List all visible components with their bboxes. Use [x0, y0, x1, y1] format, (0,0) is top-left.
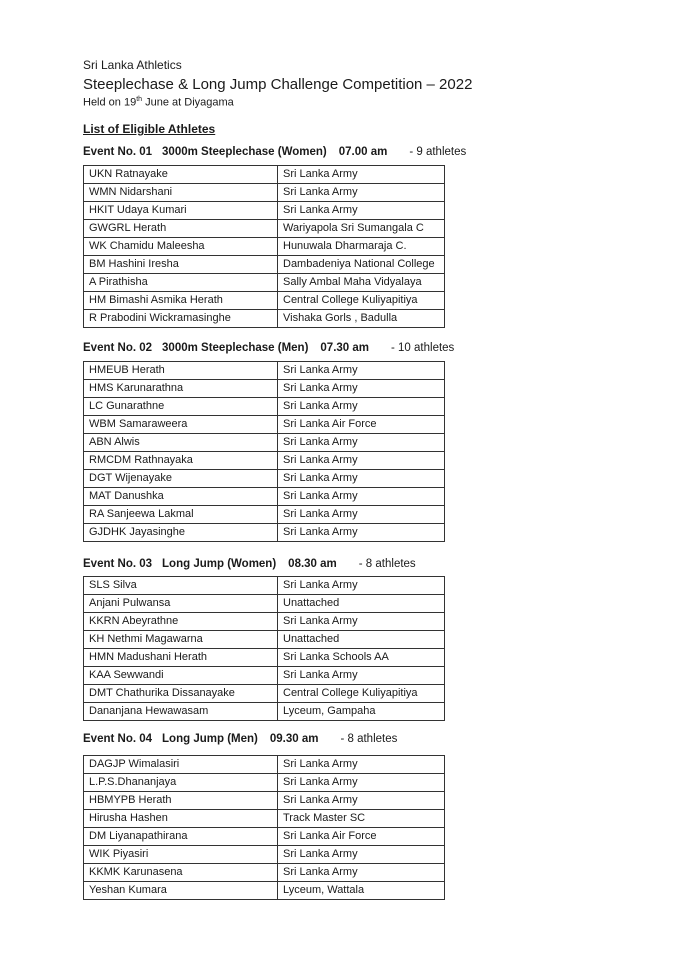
event-athlete-count: - 8 athletes	[358, 558, 416, 570]
table-row	[84, 488, 445, 506]
held-prefix: Held on 19	[83, 96, 137, 109]
table-row	[84, 362, 445, 380]
athlete-name: Dananjana Hewawasam	[84, 703, 278, 721]
athlete-name: WK Chamidu Maleesha	[84, 238, 278, 256]
event-athlete-count: - 10 athletes	[391, 342, 455, 354]
athlete-club: Track Master SC	[278, 810, 445, 828]
table-row	[84, 274, 445, 292]
athlete-club: Sri Lanka Army	[278, 667, 445, 685]
athlete-name: DGT Wijenayake	[84, 470, 278, 488]
athlete-name: HMEUB Herath	[84, 362, 278, 380]
athlete-name: KKMK Karunasena	[84, 864, 278, 882]
table-row	[84, 434, 445, 452]
athletes-table	[83, 165, 445, 328]
athlete-name: MAT Danushka	[84, 488, 278, 506]
athlete-club: Dambadeniya National College	[278, 256, 445, 274]
table-row	[84, 256, 445, 274]
athlete-name: ABN Alwis	[84, 434, 278, 452]
athletes-table	[83, 361, 445, 542]
event-athlete-count: - 8 athletes	[340, 733, 398, 745]
athlete-club: Sri Lanka Army	[278, 362, 445, 380]
event-heading	[83, 146, 466, 158]
table-row	[84, 238, 445, 256]
athlete-name: Hirusha Hashen	[84, 810, 278, 828]
held-suffix: June at Diyagama	[142, 96, 234, 109]
event-athlete-count: - 9 athletes	[409, 146, 467, 158]
event-time: 09.30 am	[269, 733, 319, 745]
table-row	[84, 292, 445, 310]
athlete-club: Central College Kuliyapitiya	[278, 292, 445, 310]
athlete-name: WIK Piyasiri	[84, 846, 278, 864]
athlete-name: SLS Silva	[84, 577, 278, 595]
athlete-name: HMN Madushani Herath	[84, 649, 278, 667]
athlete-club: Sri Lanka Army	[278, 774, 445, 792]
athlete-club: Sri Lanka Air Force	[278, 416, 445, 434]
athlete-name: Yeshan Kumara	[84, 882, 278, 900]
event-heading	[83, 558, 416, 570]
table-row	[84, 577, 445, 595]
athlete-name: LC Gunarathne	[84, 398, 278, 416]
athlete-club: Sri Lanka Army	[278, 488, 445, 506]
table-row	[84, 310, 445, 328]
table-row	[84, 864, 445, 882]
athlete-name: HBMYPB Herath	[84, 792, 278, 810]
athlete-name: Anjani Pulwansa	[84, 595, 278, 613]
event-time: 07.30 am	[320, 342, 370, 354]
athlete-name: WBM Samaraweera	[84, 416, 278, 434]
organization-name: Sri Lanka Athletics	[83, 58, 182, 72]
athlete-club: Sri Lanka Army	[278, 452, 445, 470]
athlete-name: DM Liyanapathirana	[84, 828, 278, 846]
athlete-club: Sri Lanka Army	[278, 470, 445, 488]
table-row	[84, 631, 445, 649]
table-row	[84, 470, 445, 488]
table-row	[84, 685, 445, 703]
athlete-club: Central College Kuliyapitiya	[278, 685, 445, 703]
table-row	[84, 828, 445, 846]
athlete-name: GJDHK Jayasinghe	[84, 524, 278, 542]
table-row	[84, 524, 445, 542]
table-row	[84, 452, 445, 470]
event-name: 3000m Steeplechase (Women)	[162, 146, 327, 158]
athlete-club: Sri Lanka Army	[278, 864, 445, 882]
event-number: Event No. 01	[83, 146, 153, 158]
athlete-name: HMS Karunarathna	[84, 380, 278, 398]
athlete-club: Sri Lanka Army	[278, 398, 445, 416]
athlete-club: Sri Lanka Army	[278, 577, 445, 595]
list-title: List of Eligible Athletes	[83, 122, 216, 136]
table-row	[84, 756, 445, 774]
athlete-name: DMT Chathurika Dissanayake	[84, 685, 278, 703]
athlete-club: Wariyapola Sri Sumangala C	[278, 220, 445, 238]
athlete-club: Sri Lanka Air Force	[278, 828, 445, 846]
event-number: Event No. 04	[83, 733, 153, 745]
event-time: 08.30 am	[288, 558, 337, 570]
athlete-club: Unattached	[278, 595, 445, 613]
athlete-name: A Pirathisha	[84, 274, 278, 292]
event-heading	[83, 733, 397, 745]
table-row	[84, 398, 445, 416]
table-row	[84, 380, 445, 398]
table-row	[84, 810, 445, 828]
athlete-club: Sri Lanka Army	[278, 792, 445, 810]
athlete-name: KKRN Abeyrathne	[84, 613, 278, 631]
table-row	[84, 202, 445, 220]
athlete-name: GWGRL Herath	[84, 220, 278, 238]
athlete-club: Sri Lanka Army	[278, 166, 445, 184]
event-name: Long Jump (Men)	[162, 733, 258, 745]
competition-title: Steeplechase & Long Jump Challenge Competition – 2022	[83, 76, 473, 93]
table-row	[84, 220, 445, 238]
athlete-club: Hunuwala Dharmaraja C.	[278, 238, 445, 256]
athlete-club: Vishaka Gorls , Badulla	[278, 310, 445, 328]
athlete-name: HKIT Udaya Kumari	[84, 202, 278, 220]
table-row	[84, 649, 445, 667]
table-row	[84, 667, 445, 685]
athlete-club: Sri Lanka Army	[278, 506, 445, 524]
athlete-club: Sally Ambal Maha Vidyalaya	[278, 274, 445, 292]
athlete-name: L.P.S.Dhananjaya	[84, 774, 278, 792]
athlete-club: Lyceum, Wattala	[278, 882, 445, 900]
table-row	[84, 792, 445, 810]
table-row	[84, 184, 445, 202]
table-row	[84, 595, 445, 613]
athlete-name: RMCDM Rathnayaka	[84, 452, 278, 470]
table-row	[84, 882, 445, 900]
athlete-club: Sri Lanka Schools AA	[278, 649, 445, 667]
athlete-club: Lyceum, Gampaha	[278, 703, 445, 721]
held-ordinal: th	[136, 96, 143, 103]
table-row	[84, 774, 445, 792]
athletes-table	[83, 576, 445, 721]
athlete-name: BM Hashini Iresha	[84, 256, 278, 274]
athletes-table	[83, 755, 445, 900]
held-info	[83, 96, 234, 109]
table-row	[84, 613, 445, 631]
athlete-club: Sri Lanka Army	[278, 380, 445, 398]
event-number: Event No. 03	[83, 558, 153, 570]
athlete-club: Sri Lanka Army	[278, 184, 445, 202]
athlete-name: RA Sanjeewa Lakmal	[84, 506, 278, 524]
athlete-club: Sri Lanka Army	[278, 434, 445, 452]
athlete-club: Unattached	[278, 631, 445, 649]
athlete-club: Sri Lanka Army	[278, 524, 445, 542]
athlete-name: KAA Sewwandi	[84, 667, 278, 685]
table-row	[84, 846, 445, 864]
athlete-name: UKN Ratnayake	[84, 166, 278, 184]
athlete-name: HM Bimashi Asmika Herath	[84, 292, 278, 310]
athlete-club: Sri Lanka Army	[278, 202, 445, 220]
athlete-name: DAGJP Wimalasiri	[84, 756, 278, 774]
athlete-name: R Prabodini Wickramasinghe	[84, 310, 278, 328]
table-row	[84, 166, 445, 184]
event-name: 3000m Steeplechase (Men)	[162, 342, 309, 354]
table-row	[84, 416, 445, 434]
table-row	[84, 506, 445, 524]
athlete-name: KH Nethmi Magawarna	[84, 631, 278, 649]
athlete-club: Sri Lanka Army	[278, 756, 445, 774]
event-time: 07.00 am	[338, 146, 388, 158]
table-row	[84, 703, 445, 721]
athlete-name: WMN Nidarshani	[84, 184, 278, 202]
athlete-club: Sri Lanka Army	[278, 613, 445, 631]
event-name: Long Jump (Women)	[162, 558, 277, 570]
event-number: Event No. 02	[83, 342, 153, 354]
event-heading	[83, 342, 454, 354]
athlete-club: Sri Lanka Army	[278, 846, 445, 864]
